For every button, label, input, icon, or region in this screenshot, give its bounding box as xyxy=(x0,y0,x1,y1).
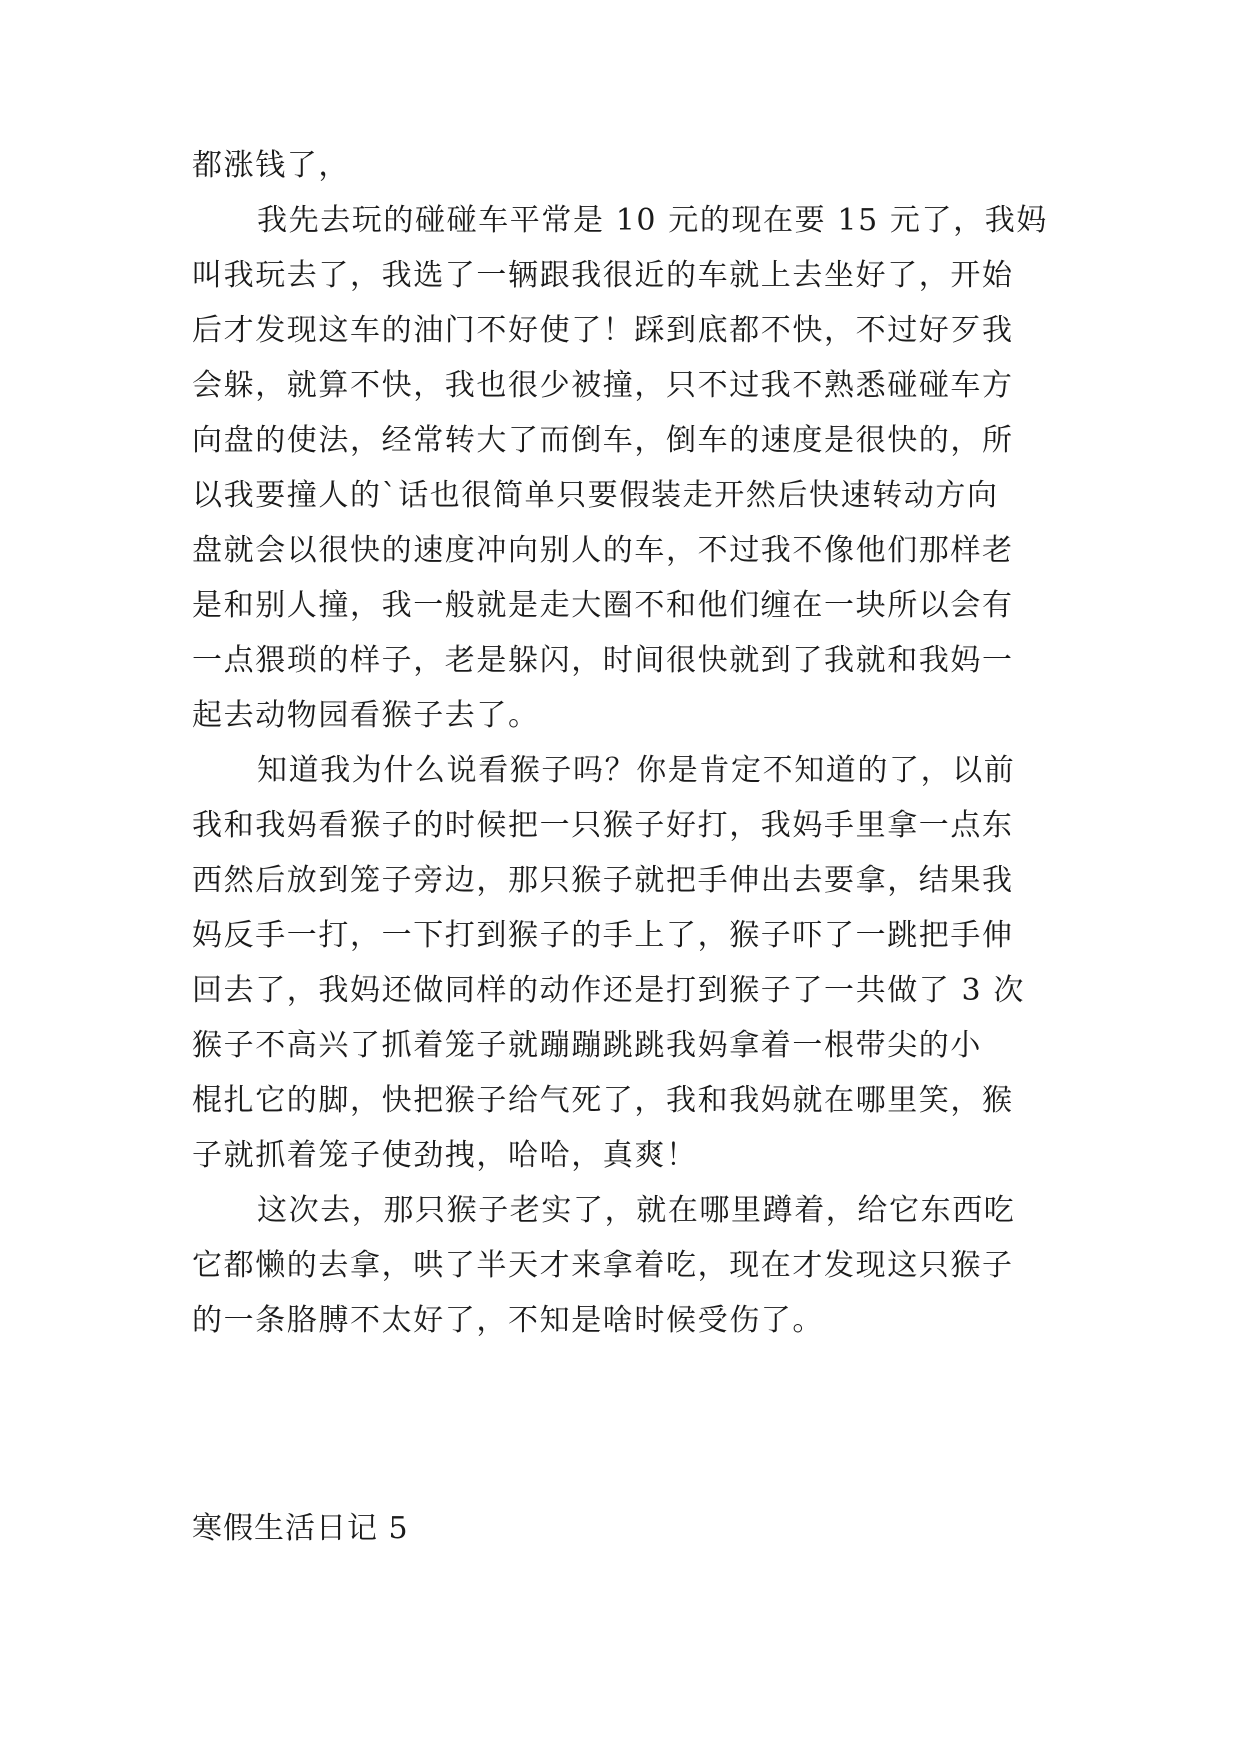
paragraph-line: 以我要撞人的`话也很简单只要假装走开然后快速转动方向 xyxy=(192,478,999,513)
paragraph-line: 一点猥琐的样子，老是躲闪，时间很快就到了我就和我妈一 xyxy=(192,643,1014,678)
paragraph-line: 我和我妈看猴子的时候把一只猴子好打，我妈手里拿一点东 xyxy=(192,808,1014,843)
paragraph-line: 的一条胳膊不太好了，不知是啥时候受伤了。 xyxy=(192,1303,824,1338)
paragraph-line: 妈反手一打，一下打到猴子的手上了，猴子吓了一跳把手伸 xyxy=(192,918,1014,953)
paragraph-line: 猴子不高兴了抓着笼子就蹦蹦跳跳我妈拿着一根带尖的小 xyxy=(192,1028,982,1063)
paragraph-line: 它都懒的去拿，哄了半天才来拿着吃，现在才发现这只猴子 xyxy=(192,1248,1014,1283)
paragraph-line: 这次去，那只猴子老实了，就在哪里蹲着，给它东西吃 xyxy=(257,1193,1016,1228)
paragraph-line: 是和别人撞，我一般就是走大圈不和他们缠在一块所以会有 xyxy=(192,588,1014,623)
paragraph-line: 西然后放到笼子旁边，那只猴子就把手伸出去要拿，结果我 xyxy=(192,863,1014,898)
paragraph-line: 叫我玩去了，我选了一辆跟我很近的车就上去坐好了，开始 xyxy=(192,258,1014,293)
paragraph-line: 回去了，我妈还做同样的动作还是打到猴子了一共做了 3 次 xyxy=(192,973,1025,1008)
paragraph-line: 后才发现这车的油门不好使了！踩到底都不快，不过好歹我 xyxy=(192,313,1014,348)
paragraph-line: 知道我为什么说看猴子吗？你是肯定不知道的了，以前 xyxy=(257,753,1016,788)
paragraph-line: 都涨钱了， xyxy=(192,148,350,183)
paragraph-line: 盘就会以很快的速度冲向别人的车，不过我不像他们那样老 xyxy=(192,533,1014,568)
paragraph-line: 向盘的使法，经常转大了而倒车，倒车的速度是很快的，所 xyxy=(192,423,1014,458)
section-heading: 寒假生活日记 5 xyxy=(192,1511,409,1546)
paragraph-line: 会躲，就算不快，我也很少被撞，只不过我不熟悉碰碰车方 xyxy=(192,368,1014,403)
paragraph-line: 子就抓着笼子使劲拽，哈哈，真爽！ xyxy=(192,1138,698,1173)
paragraph-line: 起去动物园看猴子去了。 xyxy=(192,698,540,733)
paragraph-line: 我先去玩的碰碰车平常是 10 元的现在要 15 元了，我妈 xyxy=(257,203,1048,238)
paragraph-line: 棍扎它的脚，快把猴子给气死了，我和我妈就在哪里笑，猴 xyxy=(192,1083,1014,1118)
